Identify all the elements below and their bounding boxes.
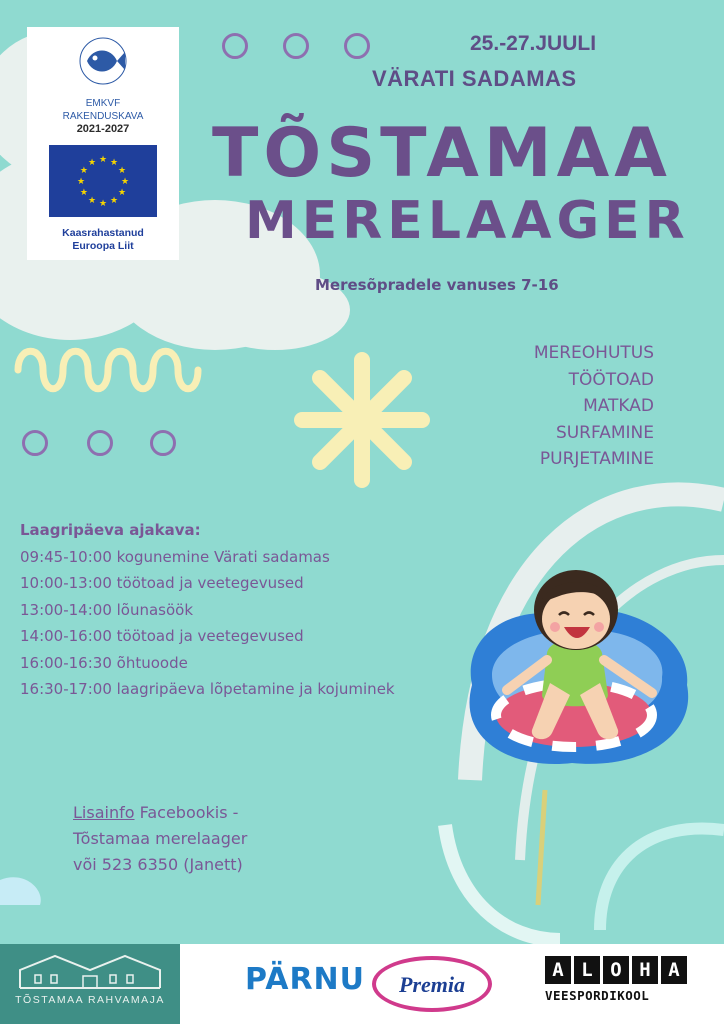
eu-star-icon: ★ <box>76 177 86 187</box>
eu-star-icon: ★ <box>118 188 127 198</box>
aloha-letter: A <box>661 956 687 984</box>
schedule-item: 09:45-10:00 kogunemine Värati sadamas <box>20 547 330 566</box>
schedule-item: 10:00-13:00 töötoad ja veetegevused <box>20 574 304 592</box>
schedule <box>20 517 395 703</box>
event-title-line2: MERELAAGER <box>245 191 690 251</box>
eu-star-icon: ★ <box>118 166 127 176</box>
aloha-letters <box>545 956 695 984</box>
eu-star-icon: ★ <box>98 155 108 165</box>
veesport-label: VEESPORDIKOOL <box>545 988 650 1003</box>
eu-star-icon: ★ <box>87 157 97 168</box>
contact-line3: või 523 6350 (Janett) <box>73 855 243 874</box>
aloha-letter: L <box>574 956 600 984</box>
child-swim-ring-illustration <box>452 565 702 775</box>
event-dates: 25.-27.JUULI <box>470 32 597 55</box>
rahvamaja-logo <box>0 944 180 1024</box>
eu-star-icon: ★ <box>109 157 119 168</box>
eu-star-icon: ★ <box>79 166 88 176</box>
circle-decoration <box>222 33 248 59</box>
schedule-item: 16:00-16:30 õhtuoode <box>20 653 188 672</box>
activity-item: SURFAMINE <box>555 422 654 443</box>
event-tagline: Meresõpradele vanuses 7-16 <box>315 276 559 294</box>
premia-logo <box>372 956 492 1012</box>
house-icon <box>15 948 165 992</box>
funding-program: EMKVF <box>85 98 121 109</box>
circle-decoration <box>344 33 370 59</box>
schedule-title: Laagripäeva ajakava: <box>20 521 201 539</box>
eu-star-icon: ★ <box>120 177 130 187</box>
circle-decoration <box>150 430 176 456</box>
aloha-letter: O <box>603 956 629 984</box>
eu-star-icon: ★ <box>98 199 108 209</box>
aloha-logo <box>545 956 695 1003</box>
activity-item: MATKAD <box>583 396 654 416</box>
activity-item: PURJETAMINE <box>539 449 654 469</box>
fish-logo <box>79 33 127 91</box>
star-decoration <box>292 350 432 490</box>
activity-item: TÖÖTOAD <box>568 369 654 390</box>
activities-list <box>534 340 654 473</box>
premia-label: Premia <box>399 972 465 997</box>
sponsor-footer <box>0 944 724 1024</box>
event-title-line1: TÕSTAMAA <box>212 114 672 193</box>
circle-decoration <box>87 430 113 456</box>
contact-facebook-text: Facebookis - <box>134 803 239 822</box>
circle-decoration <box>22 430 48 456</box>
contact-line1 <box>73 800 247 826</box>
squiggle-decoration <box>8 340 208 420</box>
cofinanced-text <box>27 227 179 253</box>
funding-years: 2021-2027 <box>76 123 130 135</box>
schedule-item: 16:30-17:00 laagripäeva lõpetamine ja kojuminek <box>20 680 395 698</box>
contact-info <box>73 800 247 878</box>
activity-item: MEREOHUTUS <box>533 343 654 363</box>
aloha-letter: A <box>545 956 571 984</box>
eu-flag-logo <box>49 145 157 217</box>
schedule-item: 14:00-16:00 töötoad ja veetegevused <box>20 627 304 645</box>
event-location: VÄRATI SADAMAS <box>372 66 577 91</box>
eu-star-icon: ★ <box>109 196 119 207</box>
eu-star-icon: ★ <box>87 196 97 207</box>
funding-card <box>27 27 179 260</box>
funding-text <box>27 97 179 136</box>
cofinanced-line1: Kaasrahastanud <box>62 227 144 239</box>
eu-stars-icon <box>49 145 157 217</box>
schedule-item: 13:00-14:00 lõunasöök <box>20 600 194 619</box>
contact-line2: Tõstamaa merelaager <box>73 829 248 848</box>
funding-plan: RAKENDUSKAVA <box>62 111 144 122</box>
more-info-link[interactable]: Lisainfo <box>73 803 135 822</box>
parnu-logo: PÄRNU <box>245 962 366 997</box>
cofinanced-line2: Euroopa Liit <box>72 240 134 252</box>
aloha-letter: H <box>632 956 658 984</box>
circle-decoration <box>283 33 309 59</box>
rahvamaja-label: TÕSTAMAA RAHVAMAJA <box>15 994 165 1006</box>
eu-star-icon: ★ <box>79 188 88 198</box>
